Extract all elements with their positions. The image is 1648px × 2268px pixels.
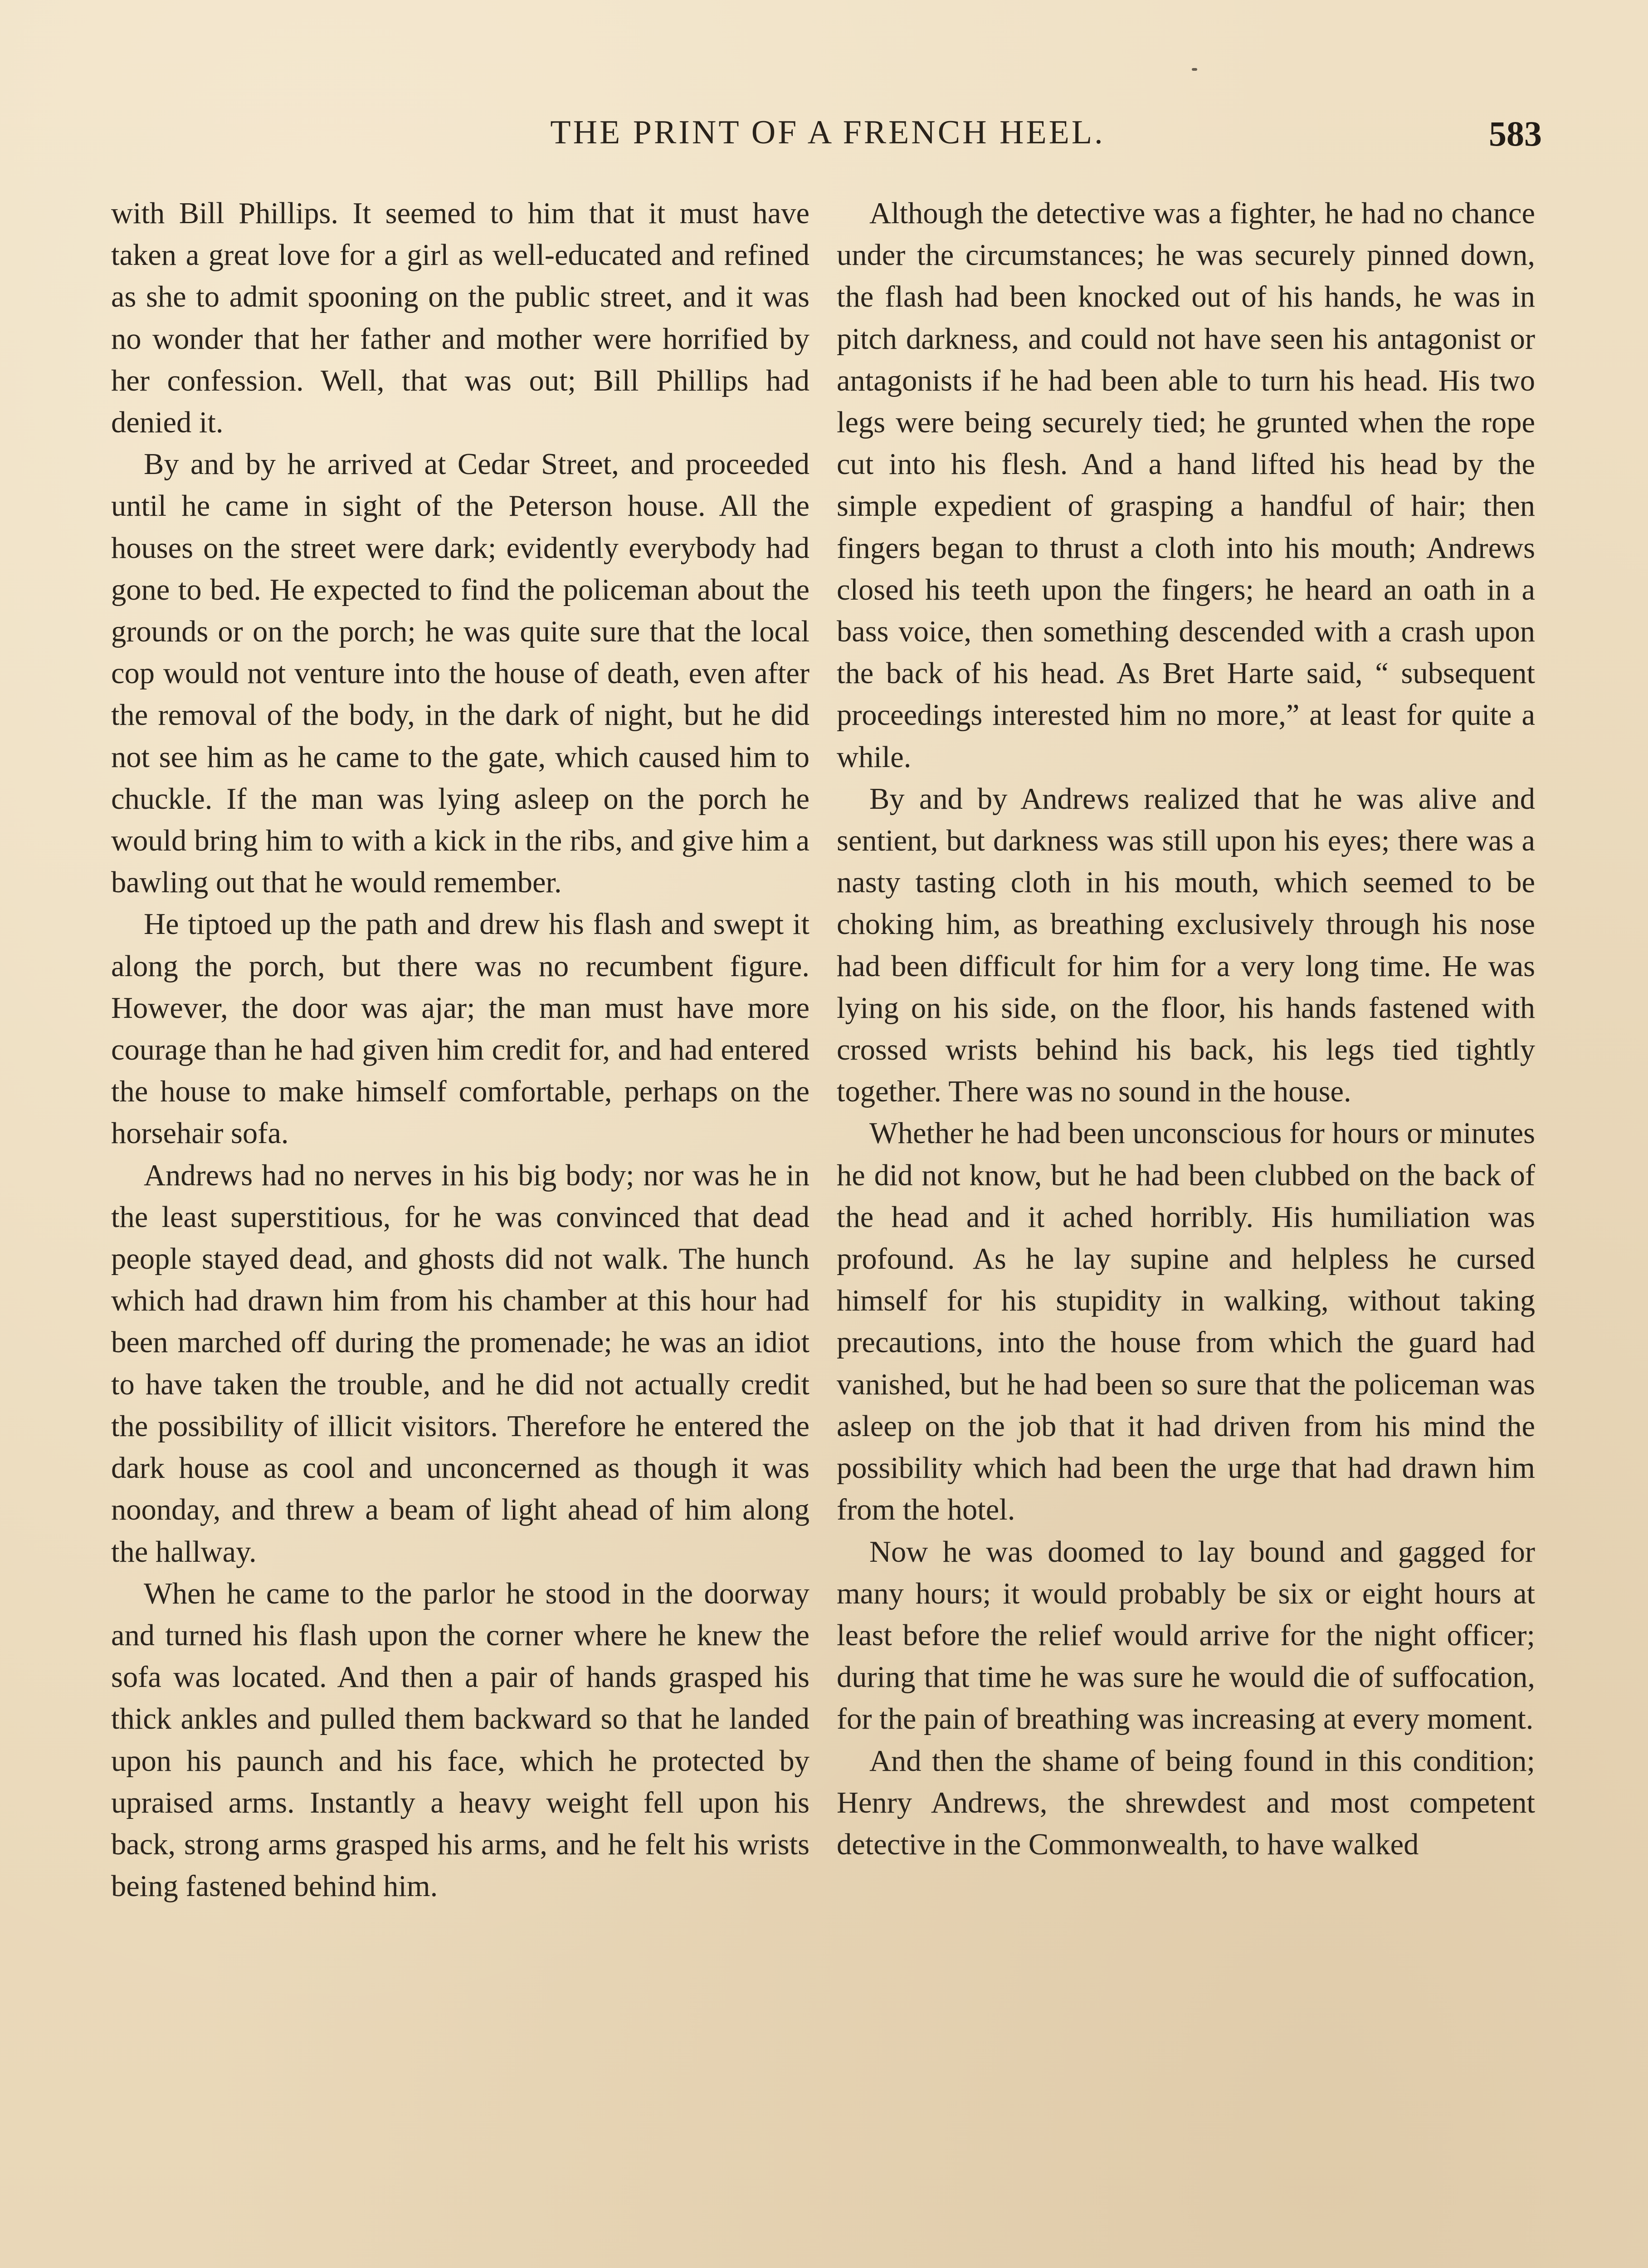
page-header: [113, 113, 1542, 163]
running-title: THE PRINT OF A FRENCH HEEL.: [550, 114, 1105, 151]
paragraph: By and by Andrews realized that he was alive and sentient, but darkness was still upon his eyes; there was a nasty tasting cloth in his mouth, which seemed to be choking him, as breathing exclusively through his nose had been difficult for him for a very long time. He was lying on his side, on the floor, his hands fastened with crossed wrists behind his back, his legs tied tightly together. There was no sound in the house.: [837, 782, 1535, 1109]
paragraph: Whether he had been unconscious for hours or minutes he did not know, but he had been clubbed on the back of the head and it ached horribly. His humiliation was profound. As he lay supine and helpless he cursed himself for his stupidity in walking, without taking precautions, into the house from which the guard had vanished, but he had been so sure that the policeman was asleep on the job that it had driven from his mind the possibility which had been the urge that had drawn him from the hotel.: [837, 1117, 1535, 1527]
right-column: [837, 193, 1535, 1866]
page-number: 583: [1489, 114, 1542, 153]
paragraph: When he came to the parlor he stood in the doorway and turned his flash upon the corner where he knew the sofa was located. And then a pair of hands grasped his thick ankles and pulled them backward so that he landed upon his paunch and his face, which he protected by upraised arms. Instantly a heavy weight fell upon his back, strong arms grasped his arms, and he felt his wrists being fastened behind him.: [111, 1577, 809, 1903]
paragraph: Although the detective was a fighter, he had no chance under the circumstances; he was securely pinned down, the flash had been knocked out of his hands, he was in pitch darkness, and could not have seen his antagonist or antagonists if he had been able to turn his head. His two legs were being securely tied; he grunted when the rope cut into his flesh. And a hand lifted his head by the simple expedient of grasping a handful of hair; then fingers began to thrust a cloth into his mouth; Andrews closed his teeth upon the fingers; he heard an oath in a bass voice, then something descended with a crash upon the back of his head. As Bret Harte said, “ subsequent proceedings interested him no more,” at least for quite a while.: [837, 197, 1535, 774]
paragraph: And then the shame of being found in this condition; Henry Andrews, the shrewdest and most competent detective in the Commonwealth, to have walked: [837, 1744, 1535, 1861]
left-column: [111, 193, 809, 1907]
paragraph: Andrews had no nerves in his big body; nor was he in the least superstitious, for he was convinced that dead people stayed dead, and ghosts did not walk. The hunch which had drawn him from his chamber at this hour had been marched off during the promenade; he was an idiot to have taken the trouble, and he did not actually credit the possibility of illicit visitors. Therefore he entered the dark house as cool and unconcerned as though it was noonday, and threw a beam of light ahead of him along the hallway.: [111, 1158, 809, 1569]
paragraph: Now he was doomed to lay bound and gagged for many hours; it would probably be six or eight hours at least before the relief would arrive for the night officer; during that time he was sure he would die of suffocation, for the pain of breathing was increasing at every moment.: [837, 1535, 1535, 1736]
paragraph: with Bill Phillips. It seemed to him that it must have taken a great love for a girl as well-educated and refined as she to admit spooning on the public street, and it was no wonder that her father and mother were horrified by her confession. Well, that was out; Bill Phillips had denied it.: [111, 197, 809, 440]
paragraph: He tiptoed up the path and drew his flash and swept it along the porch, but there was no recumbent figure. However, the door was ajar; the man must have more courage than he had given him credit for, and had entered the house to make himself comfortable, perhaps on the horsehair sofa.: [111, 908, 809, 1150]
ink-speck: [1192, 68, 1197, 71]
paragraph: By and by he arrived at Cedar Street, and proceeded until he came in sight of the Peterson house. All the houses on the street were dark; evidently everybody had gone to bed. He expected to find the policeman about the grounds or on the porch; he was quite sure that the local cop would not venture into the house of death, even after the removal of the body, in the dark of night, but he did not see him as he came to the gate, which caused him to chuckle. If the man was lying asleep on the porch he would bring him to with a kick in the ribs, and give him a bawling out that he would remember.: [111, 448, 809, 899]
